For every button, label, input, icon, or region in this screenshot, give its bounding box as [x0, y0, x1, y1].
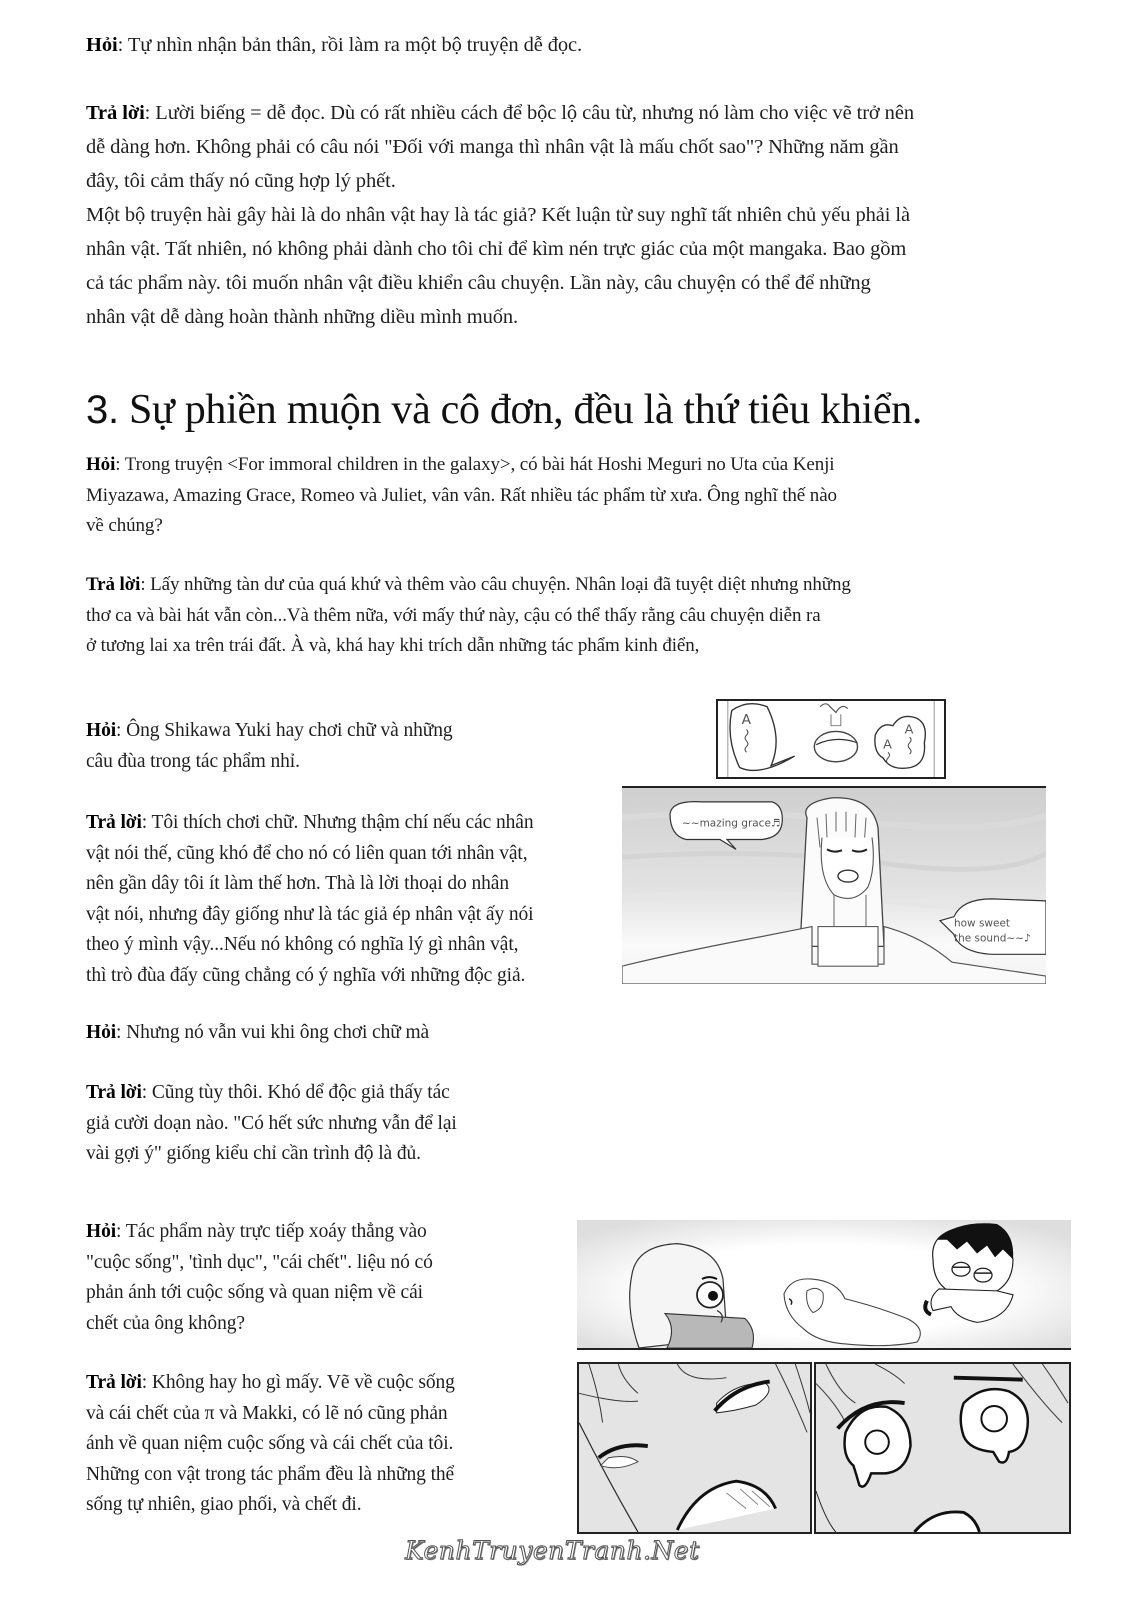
answer-text: : Lười biếng = dễ đọc. Dù có rất nhiều cách để bộc lộ câu từ, nhưng nó làm cho việc vẽ trở nên — [144, 102, 914, 124]
sfx-text: A — [741, 712, 751, 728]
answer-label: Trả lời — [86, 1372, 142, 1393]
half-closed-eye-icon — [974, 1268, 992, 1282]
answer-line: thơ ca và bài hát vẫn còn...Và thêm nữa, với mấy thứ này, cậu có thể thấy rằng câu chuyện diễn ra — [86, 604, 821, 626]
answer-line: cả tác phẩm này. tôi muốn nhân vật điều khiển câu chuyện. Lần này, câu chuyện có thể để những — [86, 272, 871, 294]
qa-answer — [86, 808, 606, 991]
answer-line: vật nói thế, cũng khó để cho nó có liên quan tới nhân vật, — [86, 842, 528, 864]
manga-panel-singing — [622, 786, 1046, 984]
manga-panel-face-left — [577, 1362, 812, 1534]
answer-line: ở tương lai xa trên trái đất. À và, khá hay khi trích dẫn những tác phẩm kinh điển, — [86, 635, 700, 656]
qa-question — [86, 1018, 606, 1049]
question-text: : Ông Shikawa Yuki hay chơi chữ và những — [116, 720, 453, 741]
question-label: Hỏi — [86, 1221, 117, 1242]
answer-line: đây, tôi cảm thấy nó cũng hợp lý phết. — [86, 170, 396, 192]
answer-label: Trả lời — [86, 102, 145, 124]
manga-panel-mouth — [716, 699, 946, 779]
question-line: phản ánh tới cuộc sống và quan niệm về cái — [86, 1282, 423, 1303]
singing-girl-illustration — [622, 788, 1046, 984]
question-label: Hỏi — [86, 454, 116, 475]
manga-panel-face-right — [814, 1362, 1071, 1534]
question-line: chết của ông không? — [86, 1312, 245, 1334]
answer-line: và cái chết của π và Makki, có lẽ nó cũng phản — [86, 1402, 448, 1424]
qa-question — [86, 716, 606, 777]
answer-line: sống tự nhiên, giao phối, và chết đi. — [86, 1494, 362, 1515]
question-text: : Nhưng nó vẫn vui khi ông chơi chữ mà — [116, 1022, 430, 1043]
nose-icon — [820, 704, 848, 713]
answer-line: giả cười doạn nào. "Có hết sức nhưng vẫn để lại — [86, 1112, 457, 1134]
speech-bubble — [730, 704, 795, 771]
section-title: Sự phiền muộn và cô đơn, đều là thứ tiêu khiển. — [118, 387, 923, 433]
mouth-illustration — [718, 701, 944, 777]
bubble-text: ~~mazing grace♬ — [682, 817, 781, 830]
qa-answer — [86, 96, 1096, 334]
bubble-text: how sweet — [954, 917, 1011, 930]
answer-text: : Tôi thích chơi chữ. Nhưng thậm chí nếu các nhân — [141, 812, 534, 833]
qa-answer — [86, 1078, 606, 1170]
answer-line: dễ dàng hơn. Không phải có câu nói "Đối với manga thì nhân vật là mấu chốt sao"? Những năm gần — [86, 136, 899, 158]
question-label: Hỏi — [86, 720, 117, 741]
manga-panel-puppy — [577, 1220, 1071, 1350]
girl-shirt-icon — [665, 1314, 753, 1348]
question-line: về chúng? — [86, 515, 163, 536]
open-mouth-icon — [838, 870, 858, 882]
question-label: Hỏi — [86, 1022, 117, 1043]
answer-line: ánh về quan niệm cuộc sống và cái chết của tôi. — [86, 1433, 454, 1454]
answer-line: vật nói, nhưng đây giống như là tác giả ép nhân vật ấy nói — [86, 903, 534, 925]
face-closeup-illustration — [579, 1364, 810, 1532]
qa-question — [86, 450, 986, 542]
question-text: : Trong truyện <For immoral children in the galaxy>, có bài hát Hoshi Meguri no Uta của Kenji — [115, 454, 835, 475]
question-text: : Tự nhìn nhận bản thân, rồi làm ra một bộ truyện dễ đọc. — [117, 34, 583, 56]
answer-line: nhân vật. Tất nhiên, nó không phải dành cho tôi chỉ để kìm nén trực giác của một mangaka. Bao gồm — [86, 238, 907, 260]
kids-puppy-illustration — [577, 1220, 1071, 1348]
section-number: 3. — [86, 388, 119, 432]
half-closed-eye-icon — [952, 1262, 970, 1276]
answer-line: thì trò đùa đấy cũng chẳng có ý nghĩa với những độc giả. — [86, 964, 526, 986]
qa-question — [86, 28, 582, 62]
answer-line: Một bộ truyện hài gây hài là do nhân vật hay là tác giả? Kết luận từ suy nghĩ tất nhiên chủ yếu phải là — [86, 204, 910, 226]
teary-eyes-illustration — [816, 1364, 1069, 1532]
question-line: Miyazawa, Amazing Grace, Romeo và Juliet, vân vân. Rất nhiều tác phẩm từ xưa. Ông nghĩ thế nào — [86, 484, 837, 506]
question-line: câu đùa trong tác phẩm nhỉ. — [86, 750, 300, 772]
mouth-icon — [814, 731, 857, 761]
answer-line: nhân vật dễ dàng hoàn thành những diều mình muốn. — [86, 306, 519, 328]
answer-label: Trả lời — [86, 812, 142, 833]
answer-line: vài gợi ý" giống kiểu chỉ cần trình độ là đủ. — [86, 1143, 421, 1164]
answer-line: theo ý mình vậy...Nếu nó không có nghĩa lý gì nhân vật, — [86, 934, 519, 955]
answer-label: Trả lời — [86, 574, 141, 595]
sfx-text: A — [904, 721, 914, 737]
answer-text: : Lấy những tàn dư của quá khứ và thêm vào câu chuyện. Nhân loại đã tuyệt diệt nhưng những — [140, 574, 851, 595]
qa-answer — [86, 1368, 606, 1521]
qa-question — [86, 1217, 606, 1339]
answer-label: Trả lời — [86, 1082, 142, 1103]
watermark-text: KenhTruyenTranh.Net — [405, 1536, 700, 1565]
question-label: Hỏi — [86, 34, 118, 56]
answer-line — [86, 96, 1096, 130]
answer-text: : Không hay ho gì mấy. Vẽ về cuộc sống — [141, 1372, 455, 1393]
question-text: : Tác phẩm này trực tiếp xoáy thẳng vào — [116, 1221, 427, 1242]
answer-text: : Cũng tùy thôi. Khó dể độc giả thấy tác — [141, 1082, 450, 1103]
answer-line: nên gần dây tôi ít làm thế hơn. Thà là lời thoại do nhân — [86, 873, 509, 894]
sfx-text: A — [883, 736, 892, 752]
bubble-text: the sound~~♪ — [954, 932, 1031, 945]
question-line: "cuộc sống", 'tình dục", "cái chết". liệu nó có — [86, 1251, 433, 1273]
section-heading — [86, 382, 922, 438]
qa-answer — [86, 570, 986, 662]
answer-line: Những con vật trong tác phẩm đều là những thể — [86, 1463, 455, 1485]
eyebrow-icon — [954, 1378, 1023, 1380]
